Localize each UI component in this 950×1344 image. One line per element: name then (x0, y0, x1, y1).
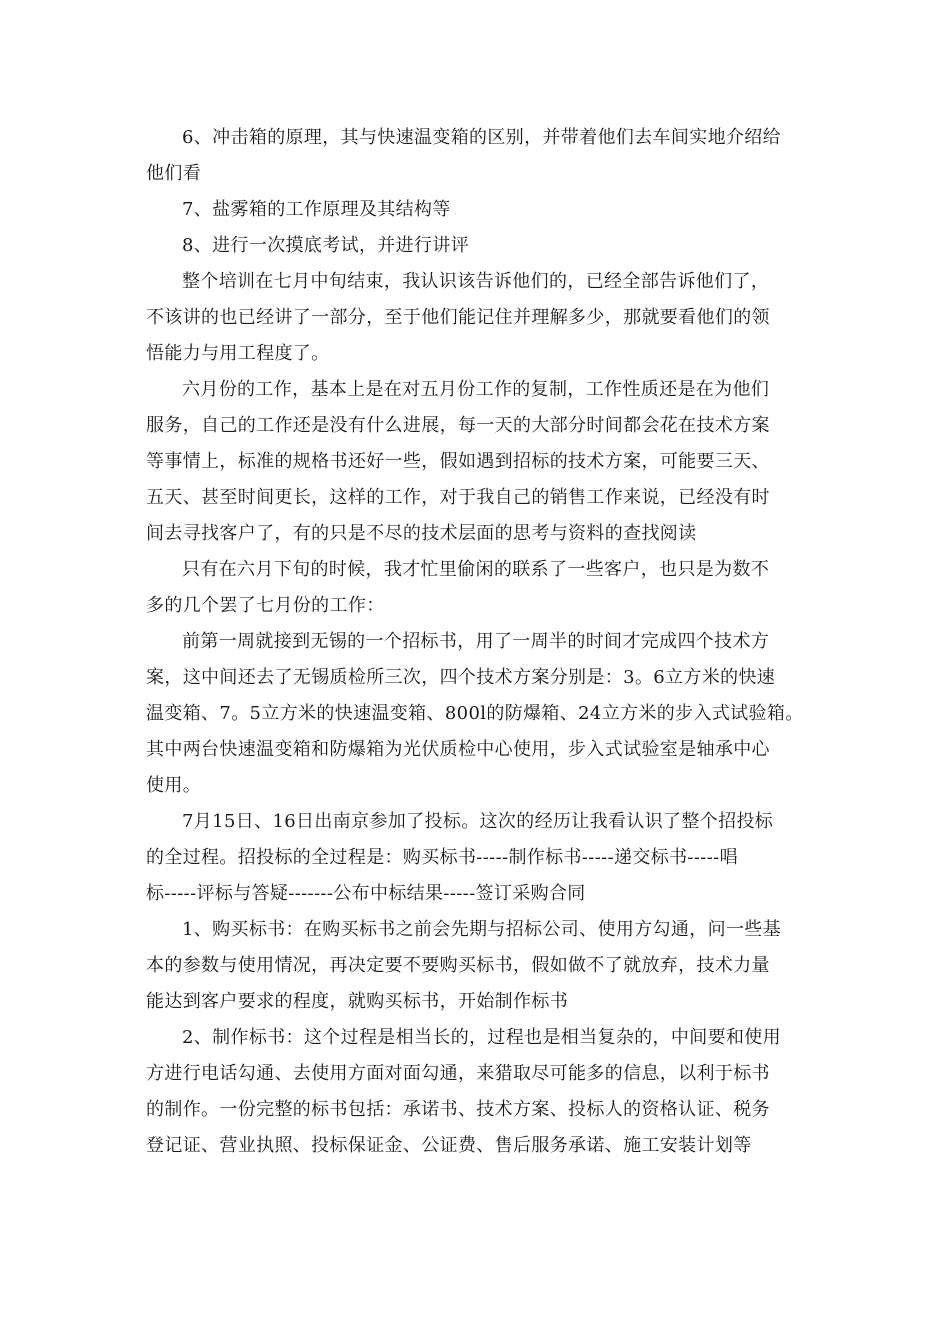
text-line: 案，这中间还去了无锡质检所三次，四个技术方案分别是：3。6立方米的快速 (146, 667, 776, 688)
text-line: 温变箱、7。5立方米的快速温变箱、800l的防爆箱、24立方米的步入式试验箱。 (146, 703, 804, 724)
document-body (146, 120, 818, 1164)
paragraph-wuxi-tender (146, 624, 818, 804)
text-line: 使用。 (146, 775, 202, 796)
paragraph-buy-tender (146, 912, 818, 1020)
paragraph-item-7 (146, 192, 818, 228)
paragraph-training-summary (146, 264, 818, 372)
text-line: 7月15日、16日出南京参加了投标。这次的经历让我看认识了整个招投标 (182, 811, 774, 832)
paragraph-nanjing-bid (146, 804, 818, 912)
text-line: 其中两台快速温变箱和防爆箱为光伏质检中心使用，步入式试验室是轴承中心 (146, 739, 770, 760)
text-line: 1、购买标书：在购买标书之前会先期与招标公司、使用方勾通，问一些基 (182, 919, 781, 940)
text-line: 6、冲击箱的原理，其与快速温变箱的区别，并带着他们去车间实地介绍给 (182, 127, 781, 148)
paragraph-item-8 (146, 228, 818, 264)
text-line: 等事情上，标准的规格书还好一些，假如遇到招标的技术方案，可能要三天、 (146, 451, 770, 472)
text-line: 本的参数与使用情况，再决定要不要购买标书，假如做不了就放弃，技术力量 (146, 955, 770, 976)
paragraph-item-6 (146, 120, 818, 192)
text-line: 五天、甚至时间更长，这样的工作，对于我自己的销售工作来说，已经没有时 (146, 487, 770, 508)
text-line: 服务，自己的工作还是没有什么进展，每一天的大部分时间都会花在技术方案 (146, 415, 770, 436)
text-line: 方进行电话勾通、去使用方面对面勾通，来猎取尽可能多的信息，以利于标书 (146, 1063, 770, 1084)
text-line: 不该讲的也已经讲了一部分，至于他们能记住并理解多少，那就要看他们的领 (146, 307, 770, 328)
text-line: 登记证、营业执照、投标保证金、公证费、售后服务承诺、施工安装计划等 (146, 1135, 752, 1156)
text-line: 只有在六月下旬的时候，我才忙里偷闲的联系了一些客户，也只是为数不 (182, 559, 770, 580)
text-line: 前第一周就接到无锡的一个招标书，用了一周半的时间才完成四个技术方 (182, 631, 770, 652)
paragraph-make-tender (146, 1020, 818, 1164)
paragraph-june-work (146, 372, 818, 552)
text-line: 7、盐雾箱的工作原理及其结构等 (182, 199, 451, 220)
text-line: 的全过程。招投标的全过程是：购买标书-----制作标书-----递交标书-----唱 (146, 847, 738, 868)
paragraph-late-june (146, 552, 818, 624)
text-line: 多的几个罢了七月份的工作： (146, 595, 385, 616)
text-line: 的制作。一份完整的标书包括：承诺书、技术方案、投标人的资格认证、税务 (146, 1099, 770, 1120)
text-line: 2、制作标书：这个过程是相当长的，过程也是相当复杂的，中间要和使用 (182, 1027, 781, 1048)
text-line: 整个培训在七月中旬结束，我认识该告诉他们的，已经全部告诉他们了， (182, 271, 770, 292)
text-line: 六月份的工作，基本上是在对五月份工作的复制，工作性质还是在为他们 (182, 379, 770, 400)
text-line: 能达到客户要求的程度，就购买标书，开始制作标书 (146, 991, 569, 1012)
text-line: 他们看 (146, 163, 202, 184)
text-line: 8、进行一次摸底考试，并进行讲评 (182, 235, 470, 256)
text-line: 悟能力与用工程度了。 (146, 343, 330, 364)
text-line: 间去寻找客户了，有的只是不尽的技术层面的思考与资料的查找阅读 (146, 523, 697, 544)
text-line: 标-----评标与答疑-------公布中标结果-----签订采购合同 (146, 883, 586, 904)
